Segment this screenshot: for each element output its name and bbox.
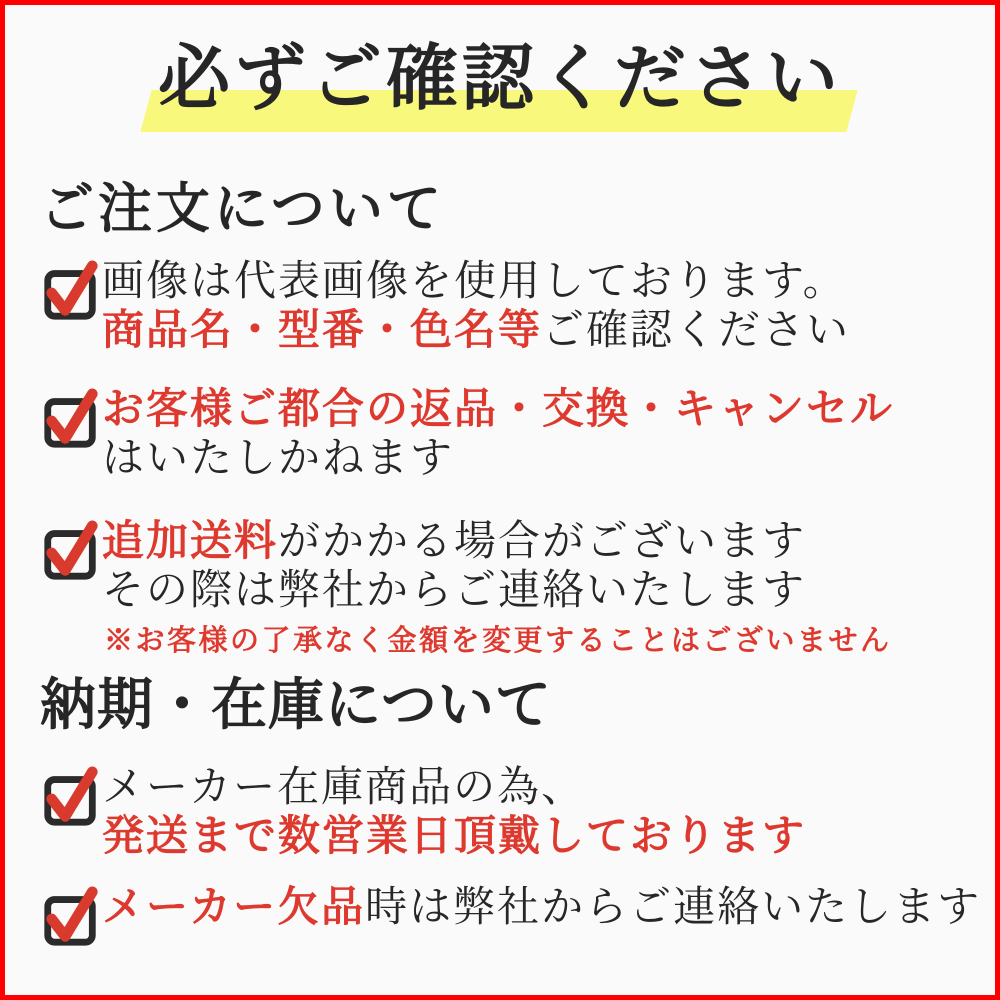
checked-checkbox-icon — [40, 886, 102, 948]
section-heading-orders: ご注文について — [40, 179, 445, 239]
item-text — [102, 518, 960, 659]
item1-line2-red-text: 商品名・型番・色名等 — [102, 308, 543, 354]
item-text — [102, 258, 960, 356]
item2-line1-red-text: お客様ご都合の返品・交換・キャンセル — [102, 387, 895, 433]
item2-line2-text: はいたしかねます — [102, 436, 455, 482]
list-item-representative-image — [40, 258, 960, 356]
checked-checkbox-icon — [40, 766, 102, 828]
item5-line1-black-text: 時は弊社からご連絡いたします — [365, 885, 982, 931]
item2-line1 — [102, 386, 960, 435]
item1-line2-black-text: ご確認ください — [542, 308, 851, 354]
item-text — [102, 386, 960, 484]
item5-line1-red-text: メーカー欠品 — [102, 885, 366, 931]
item3-line1 — [102, 518, 960, 567]
item-text — [102, 884, 982, 933]
item3-line1-black-text: がかかる場合がございます — [278, 519, 807, 565]
list-item-maker-stock — [40, 764, 960, 862]
item4-line2 — [102, 813, 960, 862]
section-heading-stock: 納期・在庫について — [40, 675, 552, 737]
checked-checkbox-icon — [40, 520, 102, 582]
checked-checkbox-icon — [40, 260, 102, 322]
item-text — [102, 764, 960, 862]
list-item-no-returns — [40, 386, 960, 484]
checked-checkbox-icon — [40, 388, 102, 450]
item4-line2-red-text: 発送まで数営業日頂戴しております — [102, 814, 807, 860]
item3-line2-text: その際は弊社からご連絡いたします — [102, 568, 807, 614]
item1-line1-text: 画像は代表画像を使用しております。 — [102, 259, 847, 305]
item4-line1-text: メーカー在庫商品の為、 — [102, 765, 586, 811]
item4-line1 — [102, 764, 960, 813]
item5-line1 — [102, 884, 982, 933]
item1-line1 — [102, 258, 960, 307]
item3-note: ※お客様の了承なく金額を変更することはございません — [104, 625, 892, 657]
page-title: 必ずご確認ください — [157, 39, 842, 119]
item3-line1-red-text: 追加送料 — [102, 519, 279, 565]
list-item-maker-out-of-stock — [40, 884, 982, 933]
item3-line2 — [102, 567, 960, 616]
list-item-extra-shipping — [40, 518, 960, 659]
item2-line2 — [102, 435, 960, 484]
item1-line2 — [102, 307, 960, 356]
